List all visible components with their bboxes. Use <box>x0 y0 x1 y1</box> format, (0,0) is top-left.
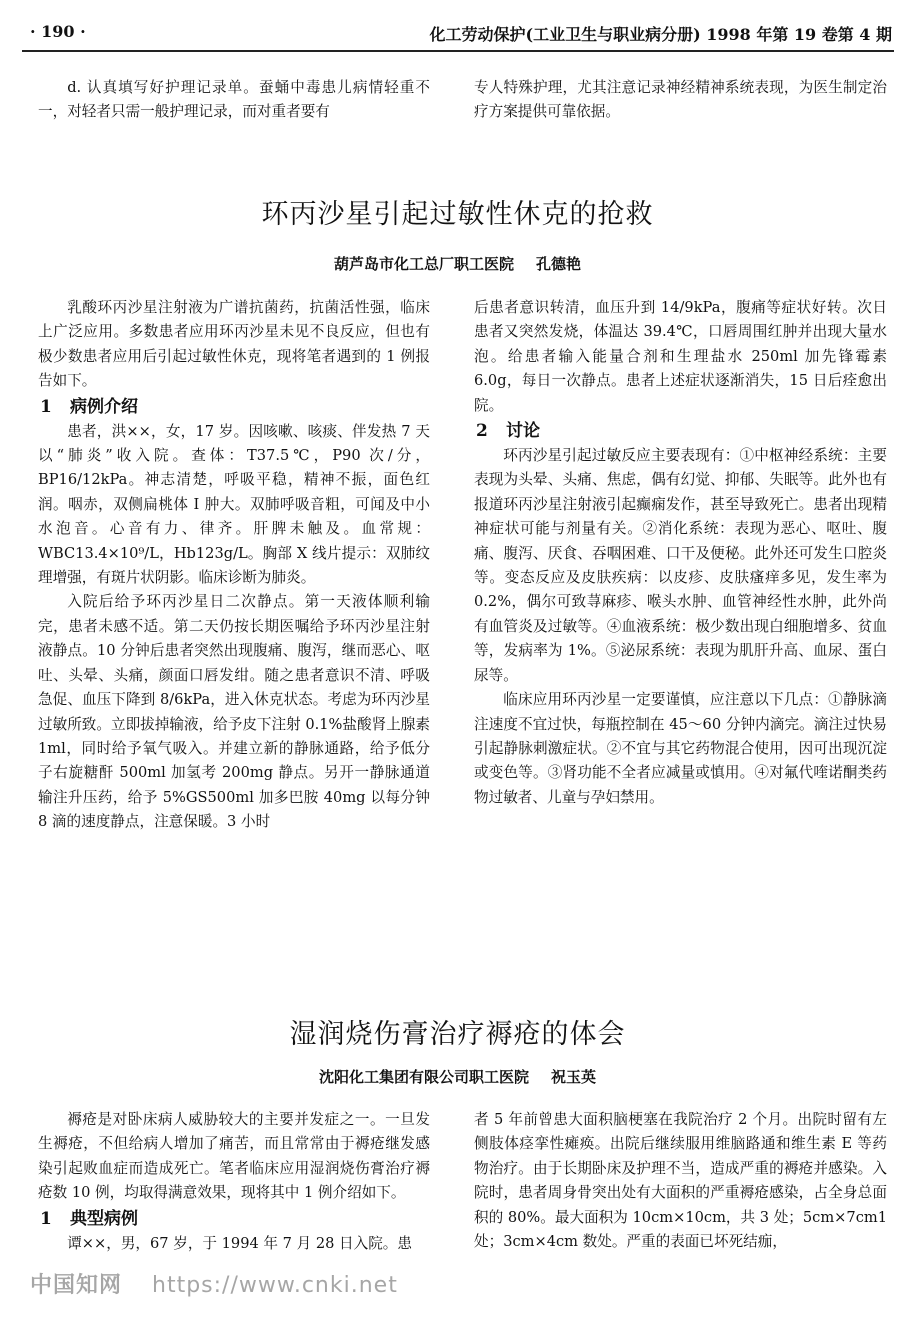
article2-case-start: 谭××，男，67 岁，于 1994 年 7 月 28 日入院。患 <box>67 1234 412 1252</box>
article1-section1-heading <box>38 394 430 420</box>
article1-discussion-paragraph-1: 环丙沙星引起过敏反应主要表现有：①中枢神经系统：主要表现为头晕、头痛、焦虑，偶有幻觉、抑郁、失眠等。此外也有报道环丙沙星注射液引起癫痫发作，甚至导致死亡。患者出现精神症状可能与剂量有关。②消化系统：表现为恶心、呕吐、腹痛、腹泻、厌食、吞咽困难、口干及便秘。此外还可发生口腔炎等。变态反应及皮肤疾病：以皮疹、皮肤瘙痒多见，发生率为 0.2%，偶尔可致荨麻疹、喉头水肿、血管神经性水肿，此外尚有血管炎及过敏等。④血液系统：极少数出现白细胞增多、贫血等，发病率为 1%。⑤泌尿系统：表现为肌肝升高、血尿、蛋白尿等。 <box>474 447 887 684</box>
article2-section1-heading <box>38 1206 430 1232</box>
article2-title: 湿润烧伤膏治疗褥疮的体会 <box>289 1019 626 1050</box>
article2-affiliation: 沈阳化工集团有限公司职工医院 <box>318 1068 529 1086</box>
article1-intro: 乳酸环丙沙星注射液为广谱抗菌药，抗菌活性强，临床上广泛应用。多数患者应用环丙沙星未见不良反应，但也有极少数患者应用后引起过敏性休克，现将笔者遇到的 1 例报告如下。 <box>38 299 430 390</box>
header-rule <box>22 50 894 52</box>
article2-left-column <box>38 1108 430 1256</box>
running-header <box>22 20 892 46</box>
cnki-watermark <box>30 1268 398 1298</box>
section-heading-text: 讨论 <box>506 421 540 442</box>
article1-case-paragraph-2: 入院后给予环丙沙星日二次静点。第一天液体顺利输完，患者未感不适。第二天仍按长期医嘱给予环丙沙星注射液静点。10 分钟后患者突然出现腹痛、腹泻，继而恶心、呕吐、头晕、头痛，颜面口唇发绀。随之患者意识不清、呼吸急促、血压下降到 8/6kPa，进入休克状态。考虑为环丙沙星过敏所致。立即拔掉输液，给予皮下注射 0.1%盐酸肾上腺素 1ml，同时给予氧气吸入。并建立新的静脉通路，给予低分子右旋糖酐 500ml 加氢考 200mg 静点。另开一静脉通道输注升压药，给予 5%GS500ml 加多巴胺 40mg 以每分钟 8 滴的速度静点，注意保暖。3 小时 <box>38 593 430 831</box>
watermark-url: https://www.cnki.net <box>152 1273 398 1298</box>
article1-discussion-paragraph-2: 临床应用环丙沙星一定要谨慎，应注意以下几点：①静脉滴注速度不宜过快，每瓶控制在 45～60 分钟内滴完。滴注过快易引起静脉刺激症状。②不宜与其它药物混合使用，因可出现沉淀或变色等。③肾功能不全者应减量或慎用。④对氟代喹诺酮类药物过敏者、儿童与孕妇禁用。 <box>474 691 887 806</box>
article1-author: 孔德艳 <box>536 255 582 273</box>
journal-title: 化工劳动保护(工业卫生与职业病分册) 1998 年第 19 卷第 4 期 <box>429 25 892 44</box>
section-number: 1 <box>40 1208 52 1229</box>
prev-article-left-paragraph: d. 认真填写好护理记录单。蚕蛹中毒患儿病情轻重不一，对轻者只需一般护理记录，而对重者要有 <box>38 79 430 121</box>
section-number: 2 <box>476 421 488 442</box>
section-heading-text: 病例介绍 <box>70 396 138 417</box>
prev-article-right-paragraph: 专人特殊护理，尤其注意记录神经精神系统表现，为医生制定治疗方案提供可靠依据。 <box>474 79 887 121</box>
article1-case-continued: 后患者意识转清，血压升到 14/9kPa，腹痛等症状好转。次日患者又突然发烧，体温达 39.4℃，口唇周围红肿并出现大量水泡。给患者输入能量合剂和生理盐水 250ml 加先锋霉素 6.0g，每日一次静点。患者上述症状逐渐消失，15 日后痊愈出院。 <box>474 299 887 414</box>
page-number: · 190 · <box>30 22 86 41</box>
article1-left-column <box>38 296 430 835</box>
article1-section2-heading <box>474 418 887 444</box>
article1-byline <box>0 253 915 274</box>
article1-title: 环丙沙星引起过敏性休克的抢救 <box>261 199 654 230</box>
article1-affiliation: 葫芦岛市化工总厂职工医院 <box>333 255 514 273</box>
article2-case-continued: 者 5 年前曾患大面积脑梗塞在我院治疗 2 个月。出院时留有左侧肢体痉挛性瘫痪。出院后继续服用维脑路通和维生素 E 等药物治疗。由于长期卧床及护理不当，造成严重的褥疮并感染。入院时，患者周身骨突出处有大面积的严重褥疮感染，占全身总面积的 80%。最大面积为 10cm×10cm，共 3 处；5cm×7cm1 处；3cm×4cm 数处。严重的表面已坏死结痂， <box>474 1111 887 1251</box>
prev-article-left-column <box>38 76 430 125</box>
article1-right-column <box>474 296 887 810</box>
article1-case-paragraph-1: 患者，洪××，女，17 岁。因咳嗽、咳痰、伴发热 7 天以“肺炎”收入院。查体：T37.5℃，P90 次/分，BP16/12kPa。神志清楚，呼吸平稳，精神不振，面色红润。咽赤，双侧扁桃体 Ⅰ 肿大。双肺呼吸音粗，可闻及中小水泡音。心音有力、律齐。肝脾未触及。血常规：WBC13.4×10⁹/L，Hb123g/L。胸部 X 线片提示：双肺纹理增强，有斑片状阴影。临床诊断为肺炎。 <box>38 422 430 587</box>
article2-byline <box>0 1066 915 1087</box>
article2-right-column <box>474 1108 887 1254</box>
watermark-brand: 中国知网 <box>30 1273 123 1298</box>
section-heading-text: 典型病例 <box>70 1208 138 1229</box>
prev-article-right-column <box>474 76 887 125</box>
section-number: 1 <box>40 396 52 417</box>
article2-intro: 褥疮是对卧床病人威胁较大的主要并发症之一。一旦发生褥疮，不但给病人增加了痛苦，而且常常由于褥疮继发感染引起败血症而造成死亡。笔者临床应用湿润烧伤膏治疗褥疮数 10 例，均取得满意效果，现将其中 1 例介绍如下。 <box>38 1111 430 1202</box>
article2-author: 祝玉英 <box>551 1068 597 1086</box>
